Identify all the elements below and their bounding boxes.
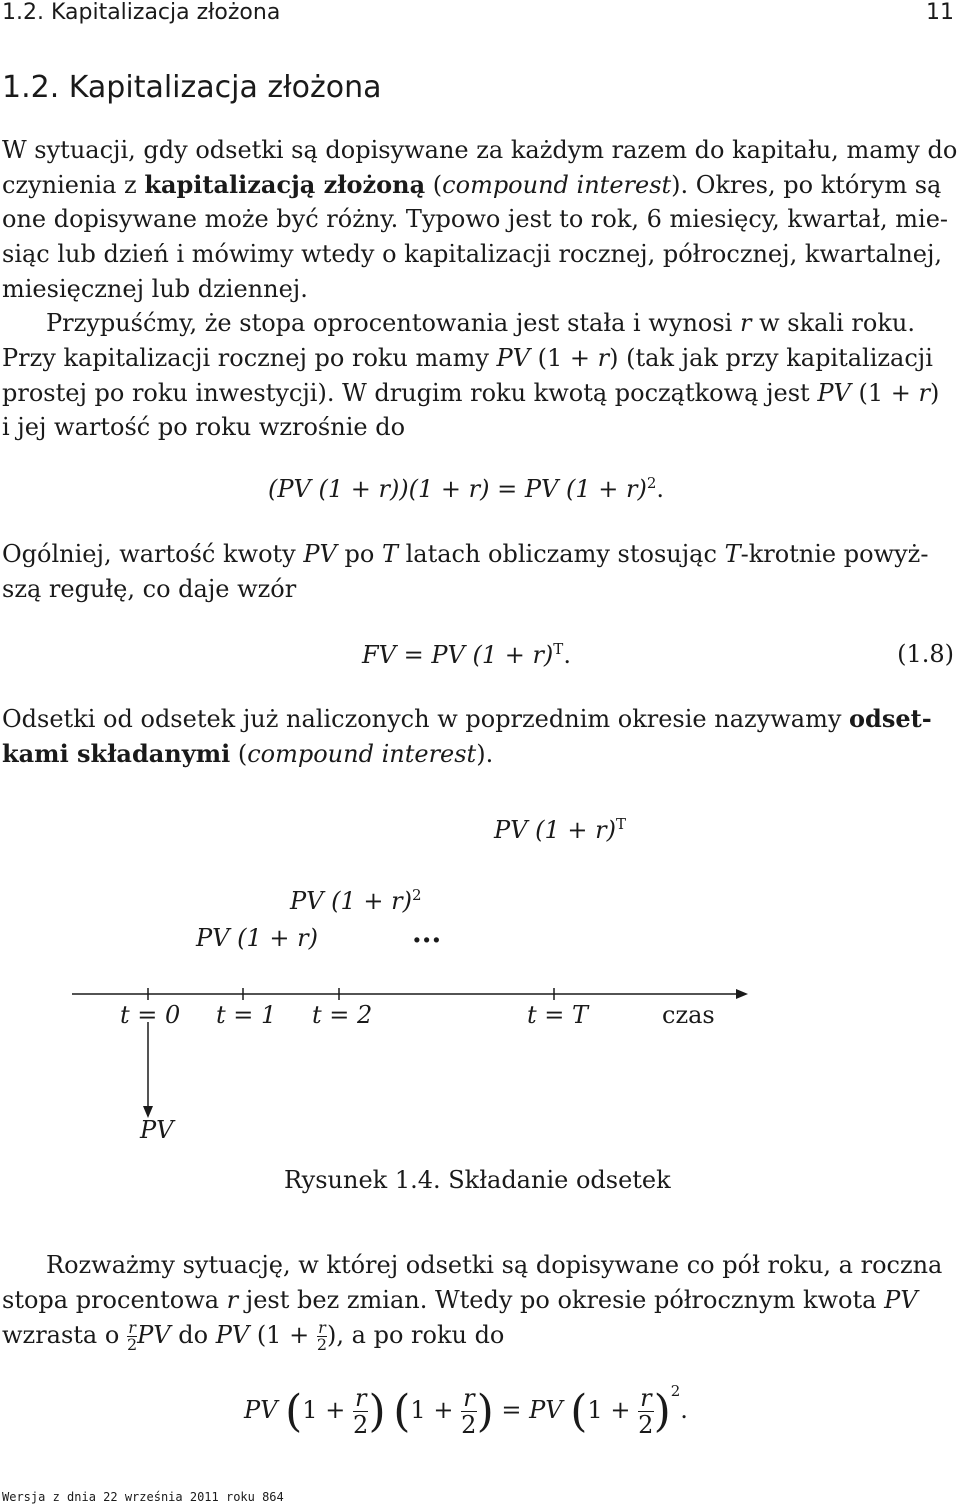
para2-line2 (2, 344, 933, 372)
fraction-denominator: 2 (316, 1335, 328, 1354)
display-fraction (638, 1385, 653, 1439)
inline-fraction (127, 1320, 137, 1353)
text-run: Ogólniej, wartość kwoty (2, 540, 304, 568)
figure-label-pv-2 (290, 886, 422, 915)
figure-label-exponent: 2 (411, 886, 422, 904)
figure-label-pv-t (494, 815, 626, 844)
equation-punct: . (656, 475, 665, 503)
equation-term: 1 + (410, 1396, 454, 1424)
math-var: PV (817, 379, 851, 407)
text-run: ), a po roku do (327, 1321, 505, 1349)
math-var: PV (137, 1321, 171, 1349)
para1-line4: siąc lub dzień i mówimy wtedy o kapitalizacji rocznej, półrocznej, kwartalnej, (2, 240, 943, 268)
text-run: -krotnie powyż- (740, 540, 929, 568)
figure-caption: Rysunek 1.4. Składanie odsetek (284, 1166, 671, 1194)
equation-term: 1 + (302, 1396, 346, 1424)
figure-label-exponent: T (615, 815, 626, 833)
para2-line4: i jej wartość po roku wzrośnie do (2, 413, 406, 441)
text-run: ). Okres, po którym są (671, 171, 942, 199)
text-run: wzrasta o (2, 1321, 127, 1349)
math-var: T (381, 540, 398, 568)
text-run: Przypuśćmy, że stopa oprocentowania jest stała i wynosi (46, 309, 740, 337)
bold-term: kami składanymi (2, 739, 231, 768)
text-run: ) (929, 379, 940, 407)
para5-line3 (2, 1320, 504, 1353)
para5-line1: Rozważmy sytuację, w której odsetki są dopisywane co pół roku, a roczna (46, 1251, 943, 1279)
text-run: Odsetki od odsetek już naliczonych w poprzednim okresie nazywamy (2, 705, 850, 733)
text-run: czynienia z (2, 171, 145, 199)
tick-label-t2 (312, 1001, 372, 1029)
equation-3 (244, 1382, 688, 1438)
equation-exponent: 2 (670, 1382, 681, 1400)
figure-label-text: PV (1 + r) (494, 816, 616, 844)
text-run: ) (tak jak przy kapitalizacji (609, 344, 933, 372)
text-run: (1 + (249, 1321, 317, 1349)
bold-term: kapitalizacją złożoną (144, 170, 426, 199)
fraction-denominator: 2 (461, 1411, 477, 1439)
figure-label-text: PV (1 + r) (196, 924, 318, 952)
tick-label-text: t = 1 (216, 1001, 277, 1029)
text-run: jest bez zmian. Wtedy po okresie półrocznym kwota (238, 1286, 885, 1314)
equation-body: FV = PV (1 + r) (362, 641, 554, 669)
math-var: PV (303, 540, 337, 568)
right-paren: ) (476, 1385, 494, 1437)
fraction-numerator: r (640, 1383, 652, 1412)
equation-punct: . (563, 641, 571, 669)
math-var: r (918, 379, 930, 407)
tick-label-text: t = 0 (120, 1001, 181, 1029)
para4-line1 (2, 704, 932, 733)
figure-ellipsis: ... (412, 916, 442, 949)
right-paren: ) (368, 1385, 386, 1437)
display-fraction (461, 1385, 476, 1439)
math-var: PV (244, 1396, 278, 1424)
tick-label-tT (527, 1001, 588, 1029)
equation-body: (PV (1 + r))(1 + r) = PV (1 + r) (268, 475, 647, 503)
running-header (2, 0, 954, 28)
fraction-numerator: r (354, 1383, 367, 1412)
para1-line1: W sytuacji, gdy odsetki są dopisywane za każdym razem do kapitału, mamy do (2, 136, 958, 164)
text-run: (1 + (850, 379, 919, 407)
text-run: do (170, 1321, 216, 1349)
figure-label-text: PV (1 + r) (290, 887, 412, 915)
para3-line2: szą regułę, co daje wzór (2, 575, 297, 603)
figure-label-pv (140, 1116, 173, 1144)
text-run: ( (230, 740, 248, 768)
math-var: r (226, 1286, 239, 1314)
figure-label-text: PV (140, 1116, 174, 1144)
fraction-numerator: r (128, 1318, 136, 1337)
fraction-numerator: r (318, 1318, 326, 1337)
math-var: PV (496, 344, 531, 372)
italic-term: compound interest (247, 740, 477, 768)
equation-1 (268, 474, 664, 503)
tick-label-t1 (216, 1001, 276, 1029)
text-run: po (336, 540, 382, 568)
right-paren: ) (653, 1385, 671, 1437)
text-run: Przy kapitalizacji rocznej po roku mamy (2, 344, 497, 372)
equation-exponent: 2 (646, 474, 657, 492)
text-run: latach obliczamy stosując (397, 540, 725, 568)
left-paren: ( (285, 1385, 303, 1437)
math-var: T (724, 540, 741, 568)
equation-number: (1.8) (897, 640, 954, 668)
para1-line2 (2, 170, 941, 199)
left-paren: ( (570, 1385, 588, 1437)
axis-label-czas: czas (662, 1001, 715, 1029)
para5-line2 (2, 1286, 918, 1314)
para4-line2 (2, 739, 493, 768)
version-footer: Wersja z dnia 22 września 2011 roku 864 (2, 1490, 284, 1504)
para3-line1 (2, 540, 928, 568)
section-title: 1.2. Kapitalizacja złożona (2, 70, 382, 105)
italic-term: compound interest (442, 171, 672, 199)
equation-exponent: T (553, 640, 564, 658)
page-number: 11 (926, 0, 954, 25)
math-var: PV (215, 1321, 250, 1349)
figure-label-pv-1 (196, 924, 318, 952)
inline-fraction (317, 1320, 327, 1353)
math-var: r (597, 344, 610, 372)
fraction-numerator: r (463, 1383, 475, 1412)
equals-sign: = (501, 1396, 522, 1424)
fraction-denominator: 2 (353, 1411, 369, 1439)
tick-label-text: t = 2 (312, 1001, 373, 1029)
math-var: PV (529, 1396, 563, 1424)
display-fraction (353, 1385, 368, 1439)
para1-line3: one dopisywane może być różny. Typowo jest to rok, 6 miesięcy, kwartał, mie- (2, 205, 949, 233)
text-run: w skali roku. (751, 309, 915, 337)
math-var: PV (884, 1286, 918, 1314)
bold-term: odset- (849, 704, 932, 733)
axis-arrow-head (736, 989, 748, 999)
text-run: ). (476, 740, 494, 768)
text-run: prostej po roku inwestycji). W drugim roku kwotą początkową jest (2, 379, 818, 407)
para1-line5: miesięcznej lub dziennej. (2, 275, 308, 303)
equation-punct: . (680, 1396, 688, 1424)
para2-line3 (2, 379, 939, 407)
equation-term: 1 + (587, 1396, 631, 1424)
text-run: stopa procentowa (2, 1286, 227, 1314)
text-run: ( (425, 171, 443, 199)
equation-2 (362, 640, 571, 669)
tick-label-text: t = T (527, 1001, 589, 1029)
para2-line1 (46, 309, 915, 337)
fraction-denominator: 2 (126, 1335, 138, 1354)
text-run: (1 + (530, 344, 598, 372)
math-var: r (739, 309, 752, 337)
left-paren: ( (393, 1385, 411, 1437)
tick-label-t0 (120, 1001, 180, 1029)
fraction-denominator: 2 (638, 1411, 654, 1439)
running-header-title: 1.2. Kapitalizacja złożona (2, 0, 281, 25)
